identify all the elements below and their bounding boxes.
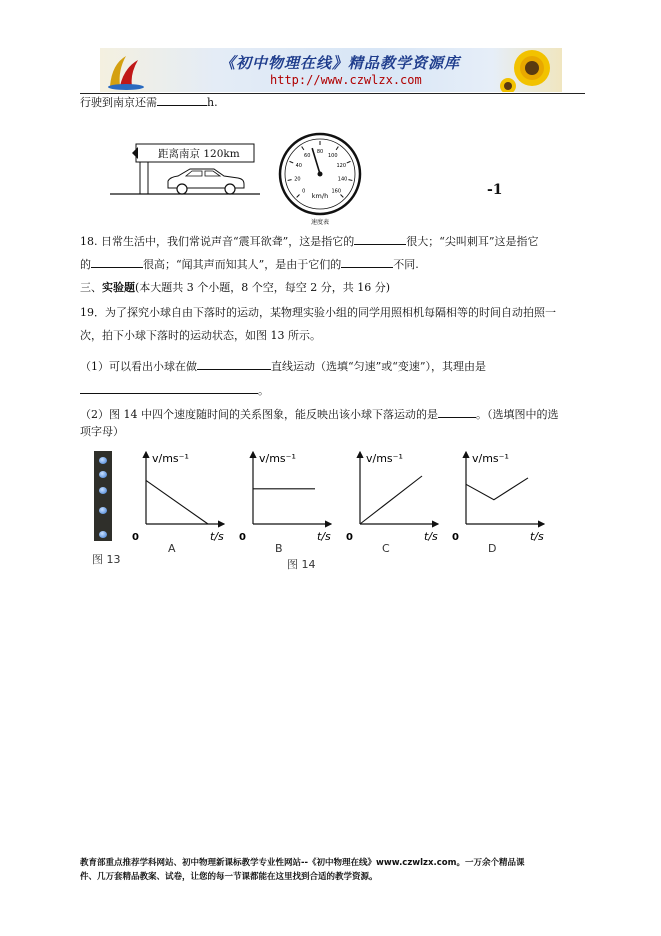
- answer-blank[interactable]: [438, 406, 476, 418]
- q19-part1-reason: 。: [80, 382, 269, 399]
- falling-ball: [99, 507, 107, 514]
- speedometer-unit: km/h: [311, 192, 329, 200]
- banner-title: 《初中物理在线》精品教学资源库: [220, 54, 461, 72]
- q17-tail: 行驶到南京还需 h.: [80, 96, 218, 109]
- velocity-line: [360, 476, 422, 524]
- graph-letter: D: [488, 542, 497, 555]
- car-roadsign-figure: [110, 138, 260, 198]
- q19-part2-line2: 项字母）: [80, 425, 124, 438]
- speedometer-tick-label: 0: [302, 188, 306, 195]
- q19-line1: 19．为了探究小球自由下落时的运动，某物理实验小组的同学用照相机每隔相等的时间自动拍照一: [80, 306, 556, 319]
- graph-letter: B: [275, 542, 283, 555]
- section-3-header: 三、实验题(本大题共 3 个小题，8 个空，每空 2 分，共 16 分): [80, 281, 391, 294]
- speedometer-tick-label: 20: [294, 176, 301, 183]
- sign-text: 距离南京 120km: [158, 148, 240, 160]
- origin-label: 0: [132, 532, 139, 543]
- x-axis-label: t/s: [317, 530, 331, 543]
- x-axis-label: t/s: [530, 530, 544, 543]
- velocity-line: [466, 478, 528, 500]
- site-logo-icon: [104, 50, 146, 90]
- graph-letter: C: [382, 542, 390, 555]
- speedometer-tick-label: 140: [337, 176, 348, 183]
- arrow-left-icon: [132, 147, 138, 159]
- x-axis-label: t/s: [424, 530, 438, 543]
- falling-ball: [99, 457, 107, 464]
- answer-blank[interactable]: [91, 256, 143, 268]
- origin-label: 0: [239, 532, 246, 543]
- q19-part2: （2）图 14 中四个速度随时间的关系图象，能反映出该小球下落运动的是 。（选填图中的选: [80, 408, 559, 421]
- answer-blank[interactable]: [354, 233, 406, 245]
- answer-blank[interactable]: [341, 256, 393, 268]
- origin-label: 0: [346, 532, 353, 543]
- speedometer-tick-label: 80: [316, 149, 324, 155]
- speedometer-tick-label: 40: [295, 163, 302, 170]
- header-banner: [100, 48, 562, 92]
- banner-url: http://www.czwlzx.com: [270, 73, 422, 87]
- figure-13-strobe-photo: [94, 451, 112, 541]
- answer-blank[interactable]: [197, 358, 271, 370]
- q19-part1: （1）可以看出小球在做 直线运动（选填“匀速”或“变速”），其理由是: [80, 360, 486, 373]
- footer-line2: 件、几万套精品教案、试卷，让您的每一节课都能在这里找到合适的教学资源。: [80, 872, 378, 882]
- figure-14-caption: 图 14: [287, 558, 316, 571]
- footer-line1: 教育部重点推荐学科网站、初中物理新课标教学专业性网站--《初中物理在线》www.czwlzx.com。一万余个精品课: [80, 858, 525, 868]
- answer-blank[interactable]: [80, 382, 258, 394]
- speedometer-figure: [276, 132, 364, 227]
- y-axis-label: v/ms⁻¹: [366, 452, 403, 465]
- falling-ball: [99, 487, 107, 494]
- q18-line1: 18. 日常生活中，我们常说声音“震耳欲聋”，这是指它的 很大；“尖叫刺耳”这是指它: [80, 235, 539, 248]
- falling-ball: [99, 471, 107, 478]
- y-axis-label: v/ms⁻¹: [472, 452, 509, 465]
- y-axis-label: v/ms⁻¹: [259, 452, 296, 465]
- answer-blank[interactable]: [157, 94, 207, 106]
- q18-line2: 的 很高；“闻其声而知其人”，是由于它们的 不同.: [80, 258, 419, 271]
- origin-label: 0: [452, 532, 459, 543]
- figure-14-graphs: [130, 448, 560, 558]
- speedometer-caption: 速度表: [310, 219, 330, 226]
- speedometer-tick-label: 100: [328, 152, 338, 159]
- y-axis-label: v/ms⁻¹: [152, 452, 189, 465]
- vt-graph-c: [346, 452, 438, 555]
- vt-graph-d: [452, 452, 544, 555]
- car-icon: [168, 169, 244, 194]
- x-axis-label: t/s: [210, 530, 224, 543]
- sunflower-icon: [500, 48, 562, 92]
- figure-13-caption: 图 13: [92, 553, 121, 566]
- speedometer-tick-label: 160: [331, 188, 342, 195]
- speedometer-tick-label: 60: [304, 152, 311, 159]
- graph-letter: A: [168, 542, 176, 555]
- q19-line2: 次，拍下小球下落时的运动状态，如图 13 所示。: [80, 329, 321, 342]
- vt-graph-b: [239, 452, 331, 555]
- speedometer-tick-label: 120: [336, 163, 347, 170]
- velocity-line: [146, 480, 208, 524]
- falling-ball: [99, 531, 107, 538]
- stray-mark: -1: [487, 182, 503, 198]
- vt-graph-a: [132, 452, 224, 555]
